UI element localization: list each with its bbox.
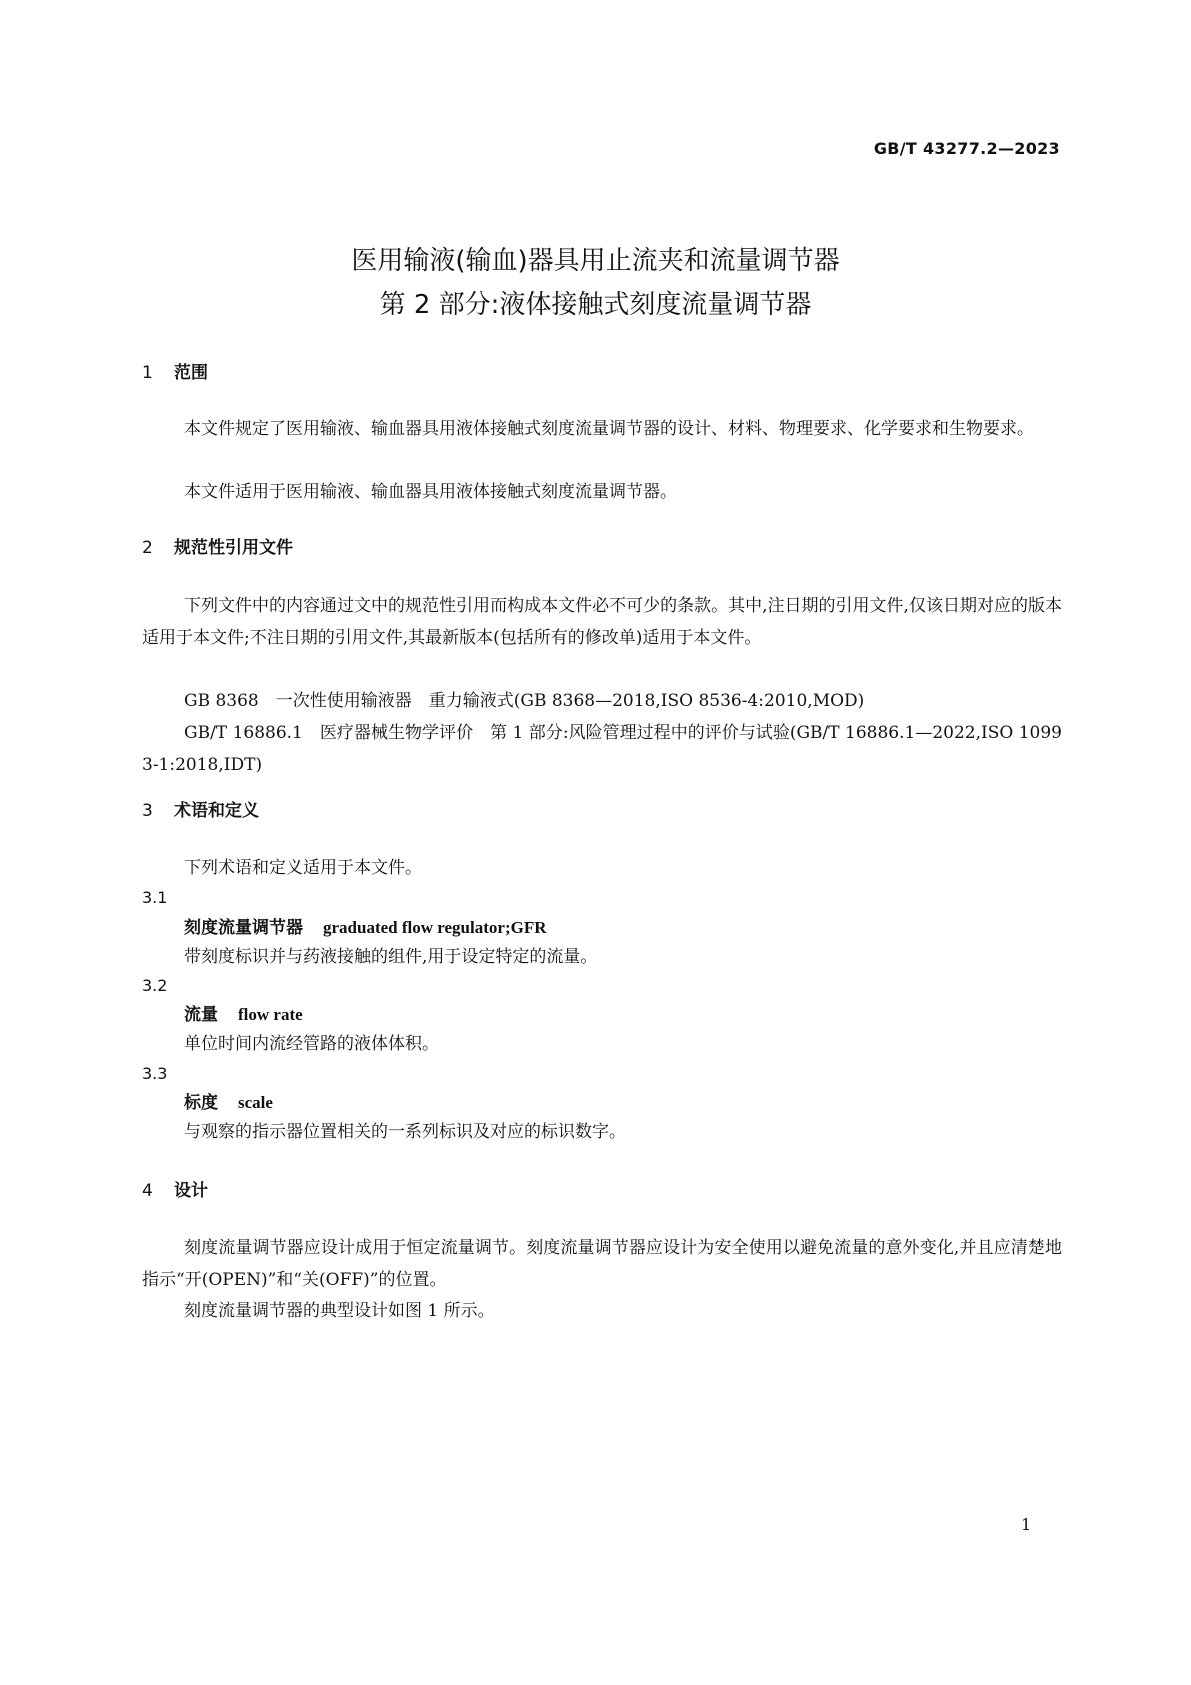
term-number: 3.3 [142,1064,168,1083]
term-chinese: 流量 [184,1005,218,1025]
paragraph: 本文件规定了医用输液、输血器具用液体接触式刻度流量调节器的设计、材料、物理要求、化学要求和生物要求。 [184,419,1034,439]
section-heading-scope [142,362,208,384]
term-definition: 带刻度标识并与药液接触的组件,用于设定特定的流量。 [184,947,598,967]
term-number: 3.2 [142,976,168,995]
section-heading-design [142,1180,208,1202]
term-definition: 与观察的指示器位置相关的一系列标识及对应的标识数字。 [184,1122,626,1142]
section-number: 1 [142,363,153,383]
page-number: 1 [1021,1515,1032,1534]
section-title: 范围 [174,363,208,383]
reference-item: GB/T 16886.1 医疗器械生物学评价 第 1 部分:风险管理过程中的评价与试验(GB/T 16886.1—2022,ISO 10993-1:2018,IDT) [142,723,1062,775]
paragraph: 下列文件中的内容通过文中的规范性引用而构成本文件必不可少的条款。其中,注日期的引用文件,仅该日期对应的版本适用于本文件;不注日期的引用文件,其最新版本(包括所有的修改单)适用于本文件。 [142,596,1062,648]
term-number: 3.1 [142,888,168,907]
section-heading-terms [142,800,259,822]
section-heading-normative-references [142,537,293,559]
section-number: 4 [142,1181,153,1201]
document-title-line-2: 第 2 部分:液体接触式刻度流量调节器 [379,290,812,320]
term-title [184,1092,273,1114]
term-chinese: 标度 [184,1093,218,1113]
section-title: 术语和定义 [174,801,259,821]
term-english: scale [238,1093,273,1112]
section-number: 3 [142,801,153,821]
term-title [184,1004,303,1026]
standard-code: GB/T 43277.2—2023 [873,139,1060,158]
paragraph: 本文件适用于医用输液、输血器具用液体接触式刻度流量调节器。 [184,482,677,502]
term-english: flow rate [238,1005,303,1024]
term-chinese: 刻度流量调节器 [184,918,303,938]
section-number: 2 [142,538,153,558]
paragraph: 下列术语和定义适用于本文件。 [184,858,422,878]
paragraph: 刻度流量调节器应设计成用于恒定流量调节。刻度流量调节器应设计为安全使用以避免流量的意外变化,并且应清楚地指示“开(OPEN)”和“关(OFF)”的位置。 [142,1238,1062,1290]
section-title: 设计 [174,1181,208,1201]
paragraph: 刻度流量调节器的典型设计如图 1 所示。 [184,1301,495,1321]
reference-item: GB 8368 一次性使用输液器 重力输液式(GB 8368—2018,ISO 8536-4:2010,MOD) [184,691,865,711]
term-english: graduated flow regulator;GFR [323,918,547,937]
term-definition: 单位时间内流经管路的液体体积。 [184,1034,439,1054]
section-title: 规范性引用文件 [174,538,293,558]
document-title-line-1: 医用输液(输血)器具用止流夹和流量调节器 [351,246,840,276]
term-title [184,917,547,939]
